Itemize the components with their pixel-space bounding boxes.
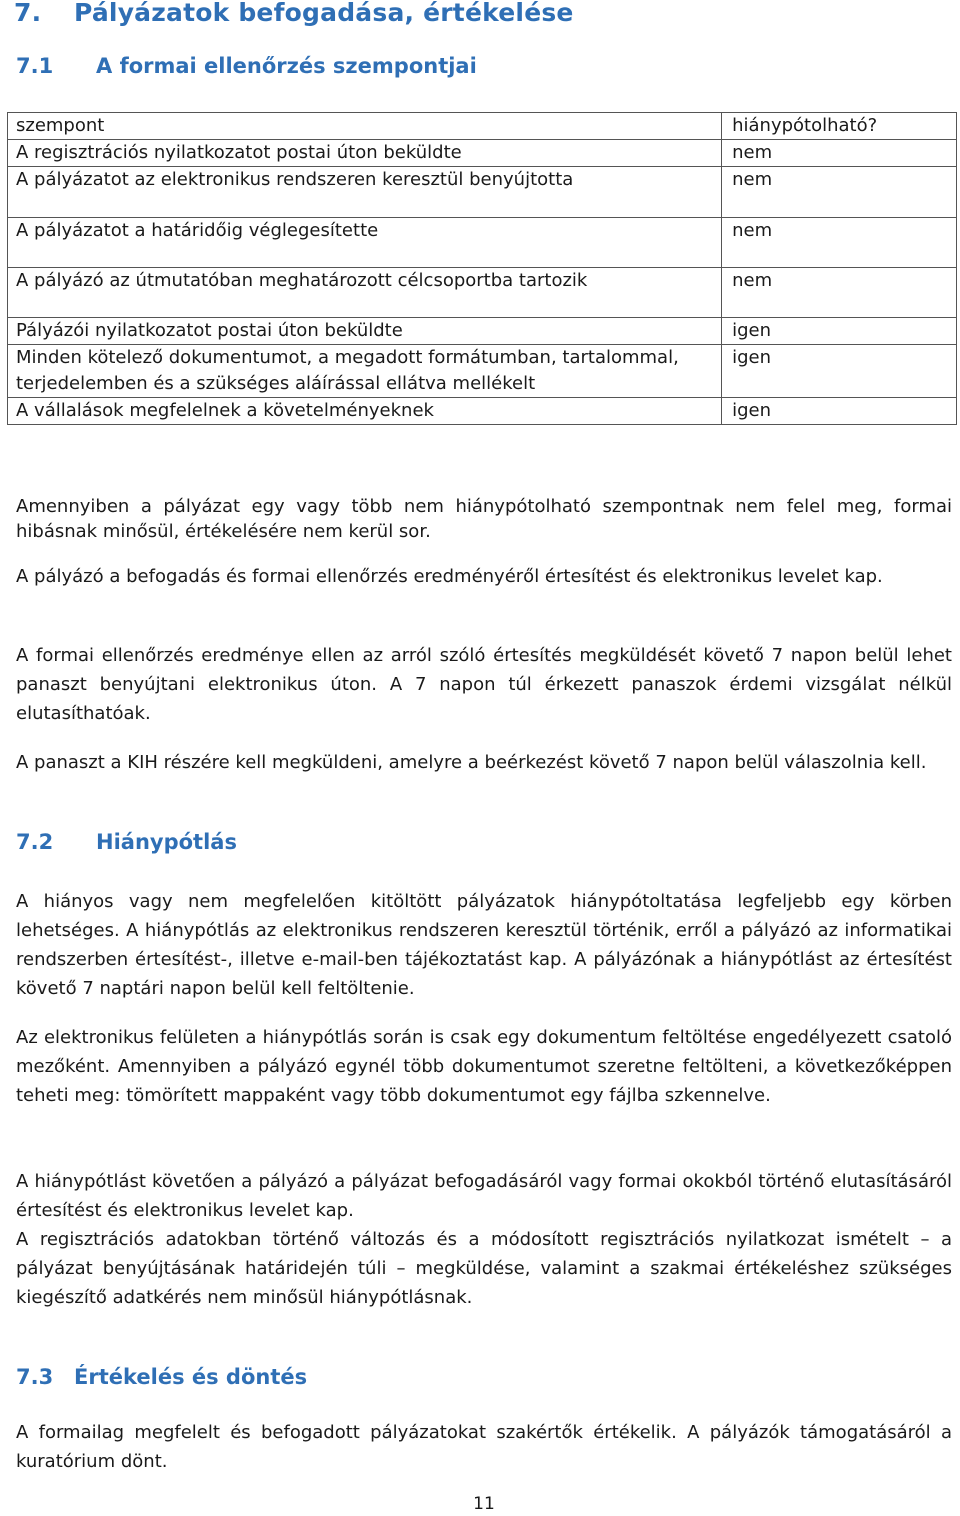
header-criterion: szempont: [8, 113, 722, 140]
table-row: [8, 140, 957, 167]
table-row: [8, 318, 957, 345]
section-7-2-number: 7.2: [16, 830, 54, 854]
row-criterion: [8, 345, 722, 398]
table-row: [8, 218, 957, 268]
section-7-3-heading: [16, 1365, 307, 1389]
row-remediable: nem: [722, 268, 957, 318]
row-remediable: igen: [722, 318, 957, 345]
section-7-1-heading: [16, 54, 477, 78]
paragraph: A pályázó a befogadás és formai ellenőrzés eredményéről értesítést és elektronikus levelet kap.: [16, 566, 883, 587]
row-criterion: A pályázatot a határidőig véglegesítette: [8, 218, 722, 268]
section-7-number: 7.: [14, 0, 42, 27]
row-remediable: igen: [722, 345, 957, 398]
row-criterion: A pályázatot az elektronikus rendszeren keresztül benyújtotta: [8, 167, 722, 218]
table-row: [8, 398, 957, 425]
row-remediable: nem: [722, 218, 957, 268]
page-number: 11: [473, 1494, 495, 1514]
paragraph: Az elektronikus felületen a hiánypótlás során is csak egy dokumentum feltöltése engedélyezett csatoló mezőként. Amennyiben a pályázó egynél több dokumentumot szeretne feltölteni, a következőképpen teheti meg: tömörített mappaként vagy több dokumentumot egy fájlba szkennelve.: [16, 1027, 952, 1106]
paragraph: A regisztrációs adatokban történő változás és a módosított regisztrációs nyilatkozat ismételt – a pályázat benyújtásának határidején túli – megküldése, valamint a szakmai értékeléshez szükséges kiegészítő adatkérés nem minősül hiánypótlásnak.: [16, 1229, 952, 1308]
paragraph: A formailag megfelelt és befogadott pályázatokat szakértők értékelik. A pályázók támogatásáról a kuratórium dönt.: [16, 1422, 952, 1472]
section-7-1-number: 7.1: [16, 54, 54, 78]
row-criterion: Pályázói nyilatkozatot postai úton beküldte: [8, 318, 722, 345]
section-7-heading: [14, 0, 574, 27]
row-remediable: nem: [722, 167, 957, 218]
row-remediable: igen: [722, 398, 957, 425]
paragraph: A hiánypótlást követően a pályázó a pályázat befogadásáról vagy formai okokból történő elutasításáról értesítést és elektronikus levelet kap.: [16, 1171, 952, 1221]
table-row: [8, 268, 957, 318]
paragraph: A hiányos vagy nem megfelelően kitöltött pályázatok hiánypótoltatása legfeljebb egy körben lehetséges. A hiánypótlás az elektronikus rendszeren keresztül történik, erről a pályázó az informatikai rendszerben értesítést-, illetve e-mail-ben tájékoztatást kap. A pályázónak a hiánypótlást az értesítést követő 7 naptári napon belül kell feltöltenie.: [16, 891, 952, 999]
row-criterion-line: terjedelemben és a szükséges aláírással ellátva mellékelt: [16, 373, 536, 394]
row-criterion: A vállalások megfelelnek a követelményeknek: [8, 398, 722, 425]
row-criterion: A regisztrációs nyilatkozatot postai úton beküldte: [8, 140, 722, 167]
table-row: [8, 345, 957, 398]
table-header-row: [8, 113, 957, 140]
section-7-3-title: Értékelés és döntés: [74, 1365, 308, 1389]
row-remediable: nem: [722, 140, 957, 167]
section-7-3-number: 7.3: [16, 1365, 54, 1389]
row-criterion-line: Minden kötelező dokumentumot, a megadott formátumban, tartalommal,: [16, 347, 679, 368]
criteria-table: [7, 112, 957, 425]
header-remediable: hiánypótolható?: [722, 113, 957, 140]
section-7-1-title: A formai ellenőrzés szempontjai: [96, 54, 477, 78]
row-criterion: A pályázó az útmutatóban meghatározott célcsoportba tartozik: [8, 268, 722, 318]
paragraph: A panaszt a KIH részére kell megküldeni, amelyre a beérkezést követő 7 napon belül válaszolnia kell.: [16, 752, 927, 773]
section-7-2-heading: [16, 830, 237, 854]
paragraph: A formai ellenőrzés eredménye ellen az arról szóló értesítés megküldését követő 7 napon belül lehet panaszt benyújtani elektronikus úton. A 7 napon túl érkezett panaszok érdemi vizsgálat nélkül elutasíthatóak.: [16, 645, 952, 724]
section-7-2-title: Hiánypótlás: [96, 830, 237, 854]
table-row: [8, 167, 957, 218]
section-7-title: Pályázatok befogadása, értékelése: [74, 0, 574, 27]
paragraph: Amennyiben a pályázat egy vagy több nem hiánypótolható szempontnak nem felel meg, formai hibásnak minősül, értékelésére nem kerül sor.: [16, 496, 952, 542]
